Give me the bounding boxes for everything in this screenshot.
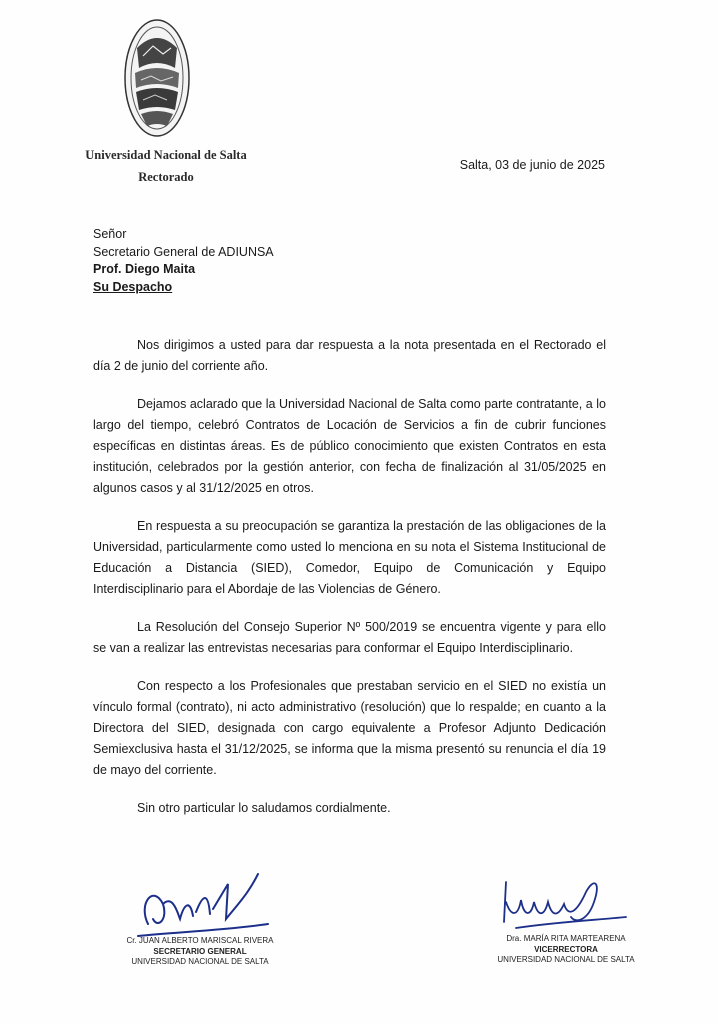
handwritten-signature-right — [476, 862, 646, 942]
letter-body — [93, 335, 606, 836]
signer-name-right: Dra. MARÍA RITA MARTEARENA — [506, 934, 626, 943]
handwritten-signature-left — [118, 864, 278, 944]
signature-block-right — [476, 862, 646, 972]
body-paragraph: En respuesta a su preocupación se garantiza la prestación de las obligaciones de la Universidad, particularmente como usted lo menciona en su nota el Sistema Institucional de Educación a Distancia (SIED), Comedor, Equipo de Comunicación y Equipo Interdisciplinario para el Abordaje de las Violencias de Género. — [93, 519, 606, 596]
addressee-dispatch: Su Despacho — [93, 279, 173, 294]
office-name: Rectorado — [138, 170, 194, 184]
body-paragraph: La Resolución del Consejo Superior Nº 500/2019 se encuentra vigente y para ello se van a realizar las entrevistas necesarias para conformar el Equipo Interdisciplinario. — [93, 620, 606, 655]
addressee-block — [93, 226, 274, 296]
signature-block-left — [118, 864, 278, 974]
signer-role-right: VICERRECTORA — [534, 944, 598, 954]
addressee-title: Secretario General de ADIUNSA — [93, 244, 274, 259]
letter-date: Salta, 03 de junio de 2025 — [459, 158, 605, 172]
institution-name: Universidad Nacional de Salta — [85, 148, 247, 162]
signer-role-left: SECRETARIO GENERAL — [153, 946, 247, 956]
body-paragraph: Dejamos aclarado que la Universidad Nacional de Salta como parte contratante, a lo largo del tiempo, celebró Contratos de Locación de Servicios a fin de cubrir funciones específicas en distintas áreas. Es de público conocimiento que existen Contratos en esta institución, celebrados por la gestión anterior, con fecha de finalización al 31/05/2025 en algunos casos y al 31/12/2025 en otros. — [93, 397, 606, 495]
body-paragraph: Con respecto a los Profesionales que prestaban servicio en el SIED no existía un vínculo formal (contrato), ni acto administrativo (resolución) que lo respalde; en cuanto a la Directora del SIED, designada con cargo equivalente a Profesor Adjunto Dedicación Semiexclusiva hasta el 31/12/2025, se informa que la misma presentó su renuncia el día 19 de mayo del corriente. — [93, 679, 606, 777]
signer-org-left: UNIVERSIDAD NACIONAL DE SALTA — [131, 957, 269, 966]
signer-name-left: Cr. JUAN ALBERTO MARISCAL RIVERA — [126, 936, 274, 945]
closing-paragraph: Sin otro particular lo saludamos cordialmente. — [137, 801, 391, 815]
university-seal-icon — [123, 18, 191, 138]
body-paragraph: Nos dirigimos a usted para dar respuesta a la nota presentada en el Rectorado el día 2 de junio del corriente año. — [93, 338, 606, 373]
signer-org-right: UNIVERSIDAD NACIONAL DE SALTA — [497, 955, 635, 964]
addressee-name: Prof. Diego Maita — [93, 262, 196, 276]
addressee-salutation: Señor — [93, 227, 127, 241]
